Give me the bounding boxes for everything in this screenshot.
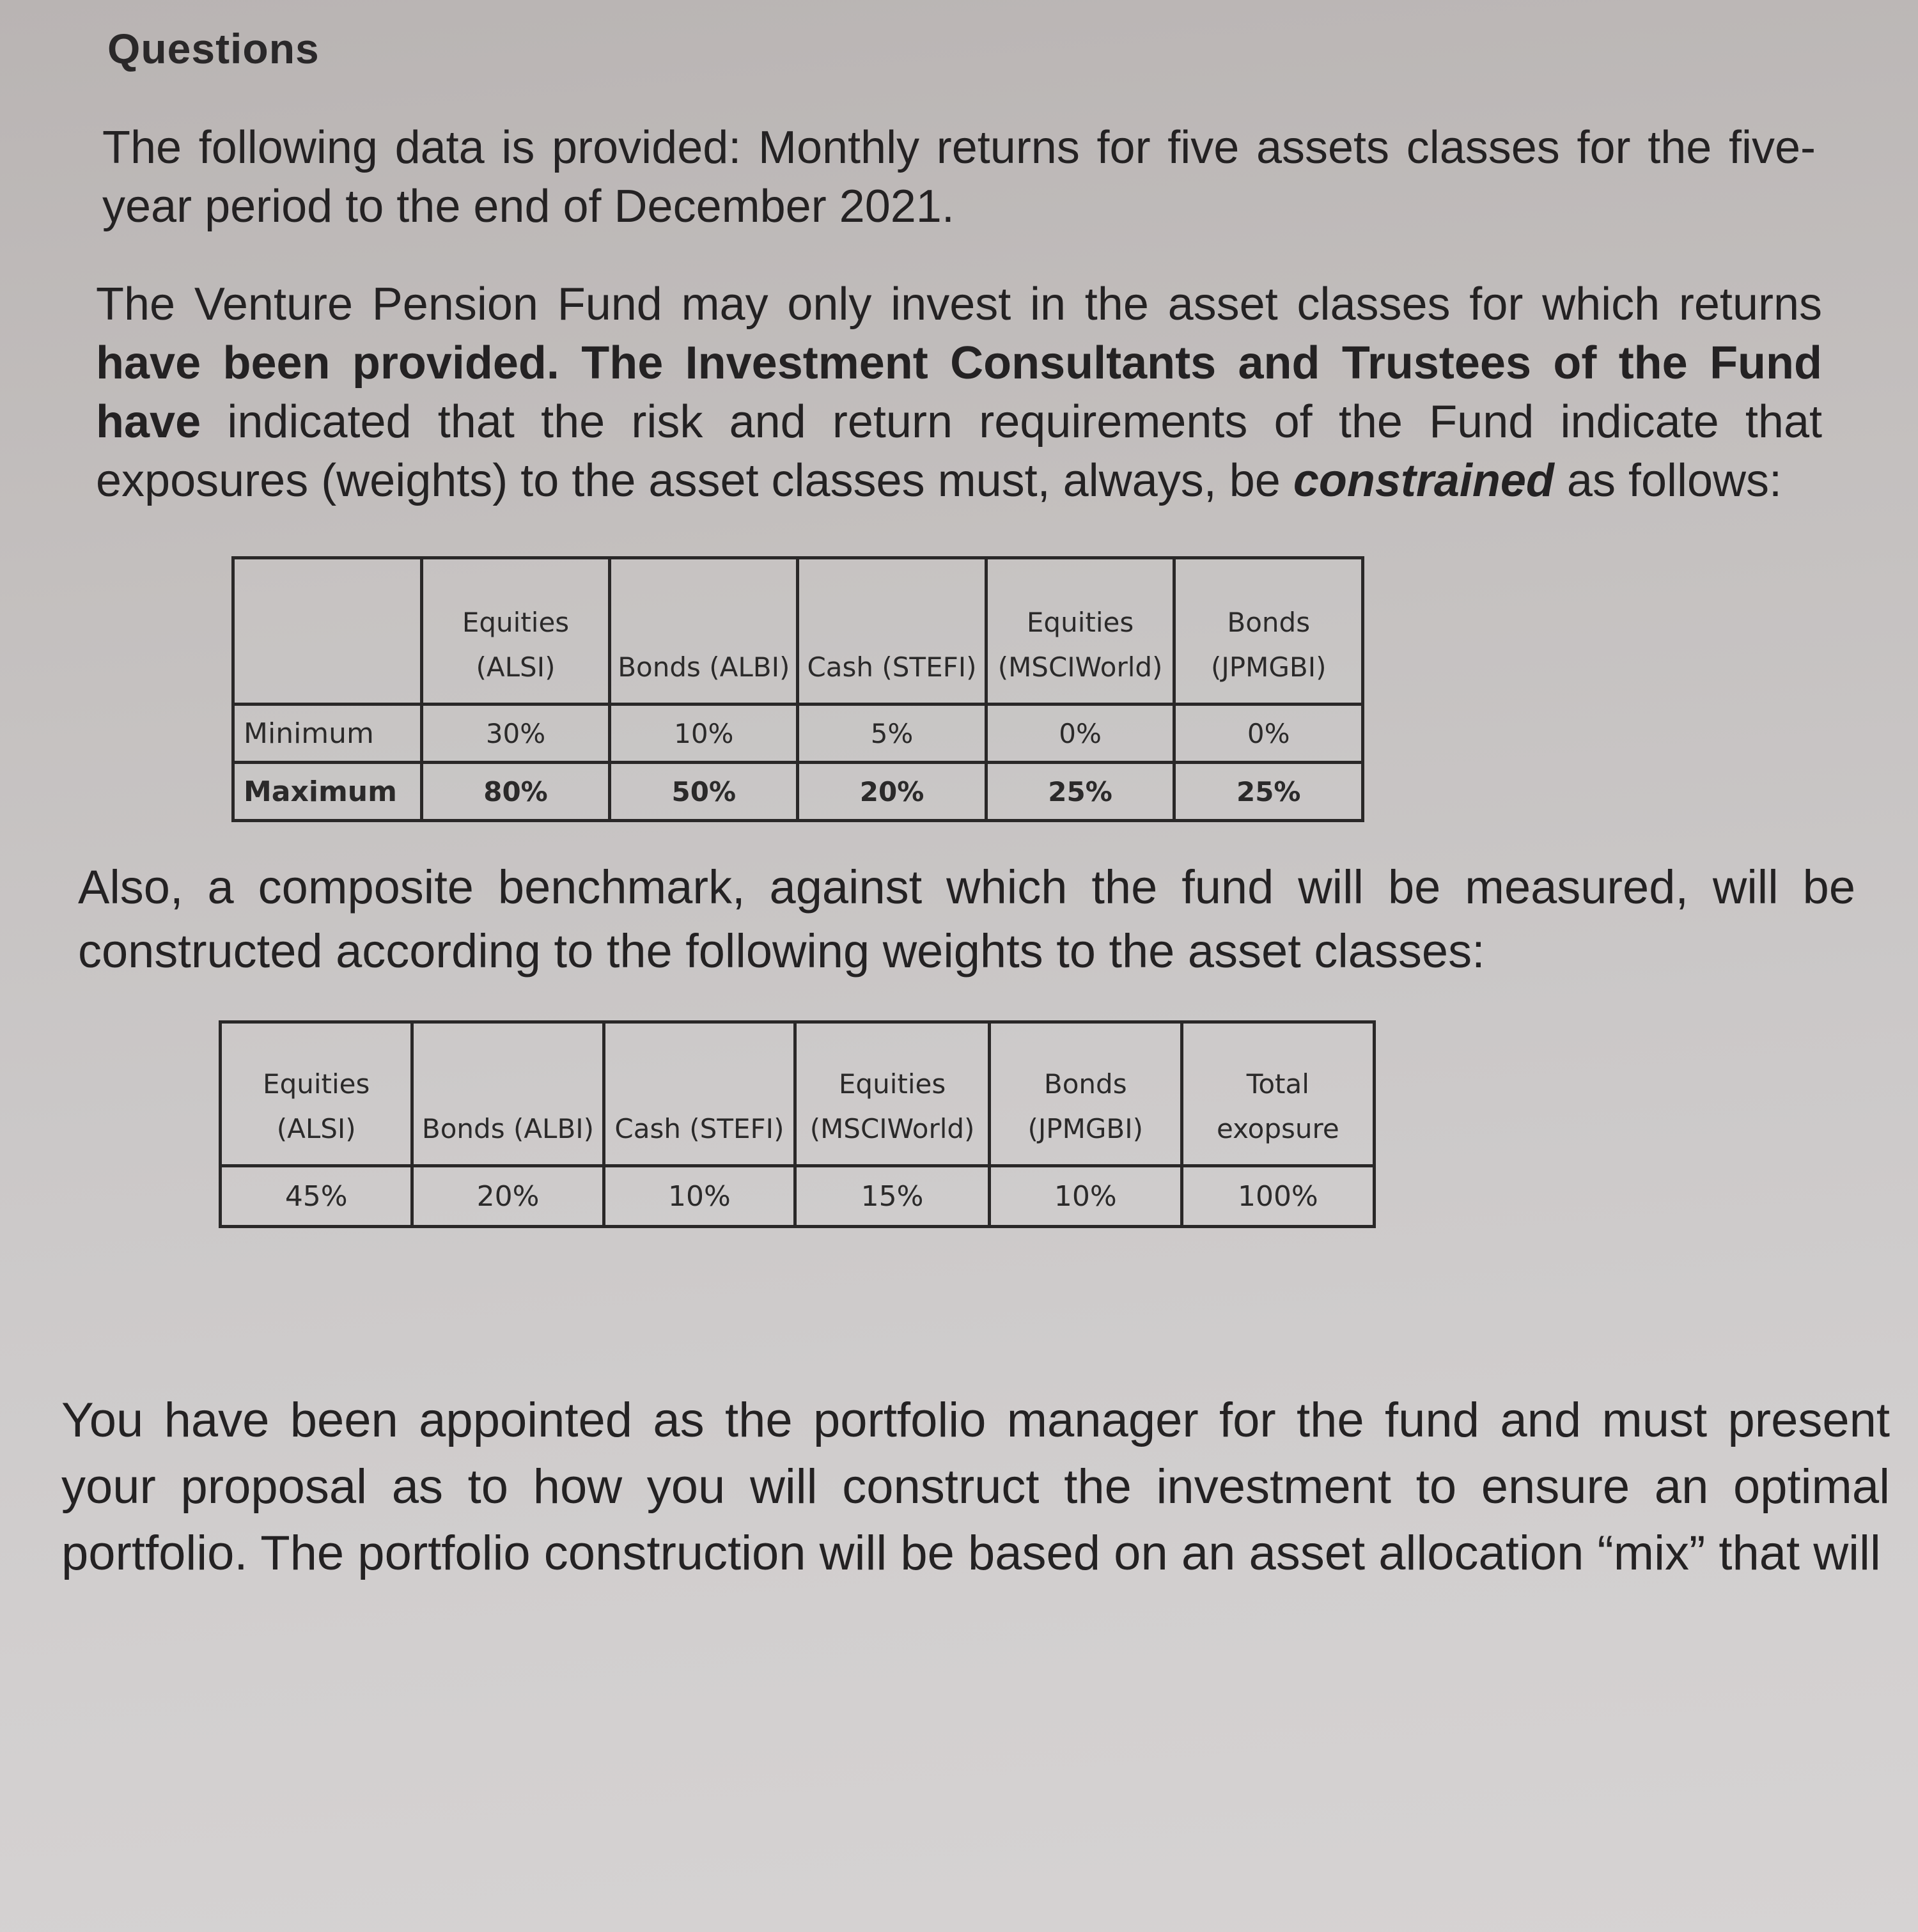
section-heading: Questions <box>107 25 320 72</box>
constraints-header-cell: Equities (ALSI) <box>421 558 609 705</box>
benchmark-header-cell: Bonds (JPMGBI) <box>989 1022 1181 1166</box>
table-cell: 50% <box>610 763 798 821</box>
table-cell: 20% <box>412 1166 604 1227</box>
benchmark-paragraph: Also, a composite benchmark, against which the fund will be measured, will be constructed according to the following weights to the asset classes: <box>78 861 1855 978</box>
table-cell: 45% <box>221 1166 412 1227</box>
row-label-maximum: Maximum <box>233 763 422 821</box>
benchmark-header-cell: Cash (STEFI) <box>604 1022 795 1166</box>
constraints-header-empty <box>233 558 422 705</box>
constraints-header-cell: Equities (MSCIWorld) <box>986 558 1174 705</box>
constraints-header-cell: Bonds (JPMGBI) <box>1174 558 1363 705</box>
table-cell: 15% <box>795 1166 990 1227</box>
constraints-header-cell: Bonds (ALBI) <box>610 558 798 705</box>
benchmark-header-cell: Equities (MSCIWorld) <box>795 1022 990 1166</box>
table-cell: 80% <box>421 763 609 821</box>
constraints-header-cell: Cash (STEFI) <box>798 558 986 705</box>
constraints-paragraph <box>96 275 1822 510</box>
benchmark-header-cell: Equities (ALSI) <box>221 1022 412 1166</box>
constraints-text-emphasis: constrained <box>1293 455 1554 506</box>
benchmark-table <box>219 1020 1376 1228</box>
table-cell: 5% <box>798 705 986 763</box>
constraints-header-row <box>233 558 1363 705</box>
constraints-text-part3: as follows: <box>1554 455 1782 506</box>
constraints-text-bold: have been provided. The Investment Consultants and Trustees of the Fund have <box>96 338 1822 448</box>
table-cell: 0% <box>1174 705 1363 763</box>
constraints-row-maximum <box>233 763 1363 821</box>
table-cell: 25% <box>1174 763 1363 821</box>
benchmark-header-row <box>221 1022 1375 1166</box>
benchmark-header-cell: Bonds (ALBI) <box>412 1022 604 1166</box>
table-cell: 10% <box>989 1166 1181 1227</box>
table-cell: 10% <box>610 705 798 763</box>
benchmark-values-row <box>221 1166 1375 1227</box>
constraints-text-part1: The Venture Pension Fund may only invest in the asset classes for which returns <box>96 279 1822 330</box>
table-cell: 0% <box>986 705 1174 763</box>
table-cell: 30% <box>421 705 609 763</box>
total-cell: 100% <box>1181 1166 1374 1227</box>
intro-paragraph: The following data is provided: Monthly returns for five assets classes for the five-year period to the end of December 2021. <box>102 122 1816 232</box>
constraints-row-minimum <box>233 705 1363 763</box>
table-cell: 25% <box>986 763 1174 821</box>
constraints-table <box>231 556 1364 822</box>
constraints-text-part2: indicated that the risk and return requirements of the Fund indicate that exposures (weights) to the asset classes must, always, be <box>96 396 1822 506</box>
table-cell: 20% <box>798 763 986 821</box>
benchmark-header-cell: Total exopsure <box>1181 1022 1374 1166</box>
row-label-minimum: Minimum <box>233 705 422 763</box>
table-cell: 10% <box>604 1166 795 1227</box>
proposal-paragraph: You have been appointed as the portfolio manager for the fund and must present your proposal as to how you will construct the investment to ensure an optimal portfolio. The portfolio construction will be based on an asset allocation “mix” that will <box>61 1393 1890 1580</box>
